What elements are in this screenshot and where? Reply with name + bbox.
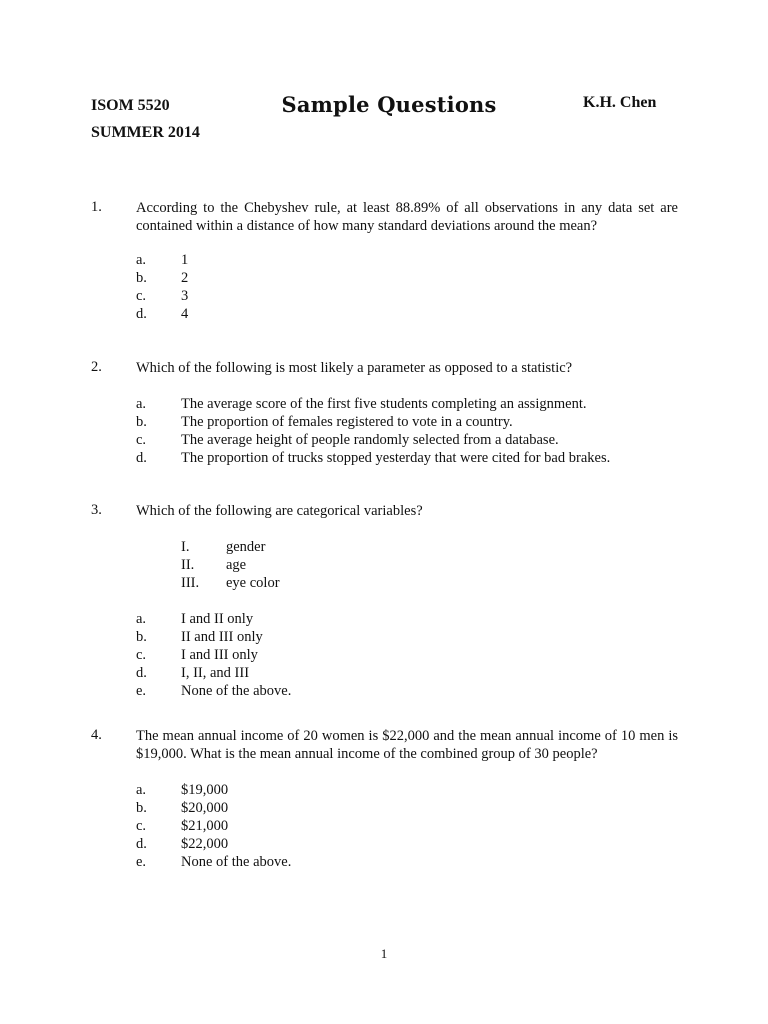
option-text: I and III only — [181, 647, 258, 663]
option-letter: e. — [136, 683, 147, 699]
option-letter: d. — [136, 306, 147, 322]
option-text: $20,000 — [181, 800, 229, 816]
option-text: $21,000 — [181, 818, 229, 834]
option-letter: d. — [136, 665, 147, 681]
question-number: 2. — [91, 359, 102, 375]
option-letter: a. — [136, 611, 147, 627]
option-letter: c. — [136, 432, 147, 448]
option-text: The proportion of females registered to vote in a country. — [181, 414, 513, 430]
option-letter: c. — [136, 818, 147, 834]
option-letter: a. — [136, 782, 147, 798]
question-number: 3. — [91, 502, 102, 518]
option-text: The average height of people randomly selected from a database. — [181, 432, 559, 448]
option-text: 1 — [181, 252, 189, 268]
page-number: 1 — [380, 946, 388, 961]
option-text: I, II, and III — [181, 665, 250, 681]
option-text: 3 — [181, 288, 189, 304]
question-number: 4. — [91, 727, 102, 743]
option-letter: e. — [136, 854, 147, 870]
author-name: K.H. Chen — [583, 94, 657, 111]
option-text: None of the above. — [181, 683, 292, 699]
option-text: $22,000 — [181, 836, 229, 852]
roman-numeral: II. — [181, 557, 195, 573]
option-letter: b. — [136, 629, 147, 645]
roman-numeral: I. — [181, 539, 190, 555]
option-letter: b. — [136, 270, 147, 286]
option-text: The proportion of trucks stopped yesterday that were cited for bad brakes. — [181, 450, 611, 466]
option-text: $19,000 — [181, 782, 229, 798]
question-text: According to the Chebyshev rule, at least 88.89% of all observations in any data set are contained within a distance of how many standard deviations around the mean? — [136, 200, 678, 234]
option-letter: c. — [136, 288, 147, 304]
course-term: SUMMER 2014 — [91, 124, 200, 141]
option-letter: b. — [136, 800, 147, 816]
roman-numeral: III. — [181, 575, 200, 591]
roman-item-text: gender — [226, 539, 266, 555]
option-text: The average score of the first five students completing an assignment. — [181, 396, 587, 412]
option-letter: c. — [136, 647, 147, 663]
question-text: The mean annual income of 20 women is $22,000 and the mean annual income of 10 men is $19,000. What is the mean annual income of the combined group of 30 people? — [136, 728, 678, 762]
option-text: 4 — [181, 306, 189, 322]
option-letter: a. — [136, 396, 147, 412]
page-title: Sample Questions — [281, 92, 497, 117]
question-text: Which of the following is most likely a parameter as opposed to a statistic? — [136, 360, 573, 376]
question-text: Which of the following are categorical variables? — [136, 503, 423, 519]
option-letter: a. — [136, 252, 147, 268]
roman-item-text: age — [226, 557, 247, 573]
option-text: None of the above. — [181, 854, 292, 870]
roman-item-text: eye color — [226, 575, 280, 591]
question-number: 1. — [91, 199, 102, 215]
option-text: 2 — [181, 270, 189, 286]
option-text: I and II only — [181, 611, 254, 627]
option-letter: d. — [136, 836, 147, 852]
option-letter: d. — [136, 450, 147, 466]
option-letter: b. — [136, 414, 147, 430]
course-code: ISOM 5520 — [91, 97, 170, 114]
option-text: II and III only — [181, 629, 263, 645]
